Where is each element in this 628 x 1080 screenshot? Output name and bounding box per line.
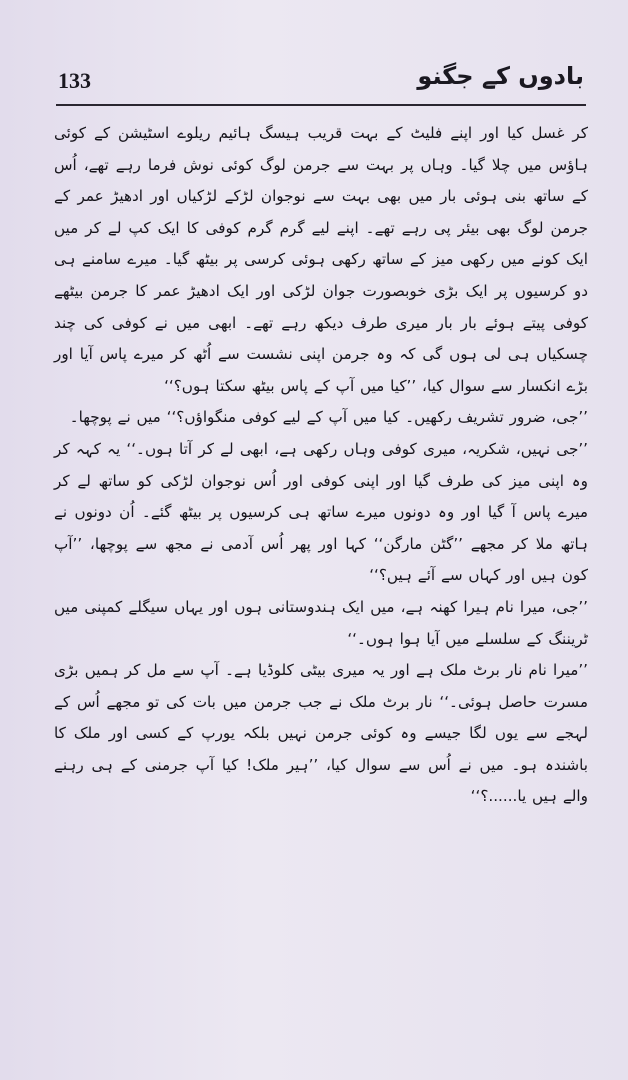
paragraph: کر غسل کیا اور اپنے فلیٹ کے بہت قریب ہیسگ ہائیم ریلوے اسٹیشن کے کوئی ہاؤس میں چلا گیا۔ وہاں پر بہت سے جرمن لوگ کوئی نوش فرما رہے تھے، اُس کے ساتھ بنی ہوئی بار میں بھی بہت سے نوجوان لڑکے لڑکیاں اور ادھیڑ عمر کے جرمن لوگ بھی بیئر پی رہے تھے۔ اپنے لیے گرم گرم کوفی کا ایک کپ لے کر میں ایک کونے میں رکھی میز کے ساتھ رکھی ہوئی کرسی پر بیٹھ گیا۔ میرے سامنے ہی دو کرسیوں پر ایک بڑی خوبصورت جوان لڑکی اور ایک ادھیڑ عمر کا جرمن بیٹھے کوفی پیتے ہوئے بار بار میری طرف دیکھ رہے تھے۔ ابھی میں نے کوفی کی چند چسکیاں ہی لی ہوں گی کہ وہ جرمن اپنی نشست سے اُٹھ کر میرے پاس آیا اور بڑے انکسار سے سوال کیا، ’’کیا میں آپ کے پاس بیٹھ سکتا ہوں؟‘‘ — [54, 124, 588, 395]
book-title: بادوں کے جگنو — [417, 62, 584, 90]
page-number: 133 — [58, 68, 91, 93]
paragraph: ’’جی، ضرور تشریف رکھیں۔ کیا میں آپ کے لیے کوفی منگواؤں؟‘‘ میں نے پوچھا۔ — [69, 408, 588, 427]
paragraph: ’’میرا نام نار برٹ ملک ہے اور یہ میری بیٹی کلوڈیا ہے۔ آپ سے مل کر ہمیں بڑی مسرت حاصل ہوئی۔‘‘ نار برٹ ملک نے جب جرمن میں بات کی تو مجھے اُس کے لہجے سے یوں لگا جیسے وہ کوئی جرمن نہیں بلکہ یورپ کے کسی اور ملک کا باشندہ ہو۔ میں نے اُس سے سوال کیا، ’’ہیر ملک! کیا آپ جرمنی کے ہی رہنے والے ہیں یا......؟‘‘ — [54, 661, 588, 806]
header-divider — [56, 104, 586, 106]
paragraph: ’’جی نہیں، شکریہ، میری کوفی وہاں رکھی ہے، ابھی لے کر آتا ہوں۔‘‘ یہ کہہ کر وہ اپنی میز کی طرف گیا اور اپنی کوفی اور اُس نوجوان لڑکی کو ساتھ لے کر میرے پاس آ گیا اور وہ دونوں میرے ساتھ ہی کرسیوں پر بیٹھ گئے۔ اُن دونوں نے ہاتھ ملا کر مجھے ’’گٹن مارگن‘‘ کہا اور پھر اُس آدمی نے مجھ سے پوچھا، ’’آپ کون ہیں اور کہاں سے آئے ہیں؟‘‘ — [54, 439, 588, 585]
paragraph: ’’جی، میرا نام ہیرا کھنہ ہے، میں ایک ہندوستانی ہوں اور یہاں سیگلے کمپنی میں ٹریننگ کے سلسلے میں آیا ہوا ہوں۔‘‘ — [54, 597, 588, 648]
page-body — [54, 118, 588, 813]
page-header — [58, 62, 584, 100]
